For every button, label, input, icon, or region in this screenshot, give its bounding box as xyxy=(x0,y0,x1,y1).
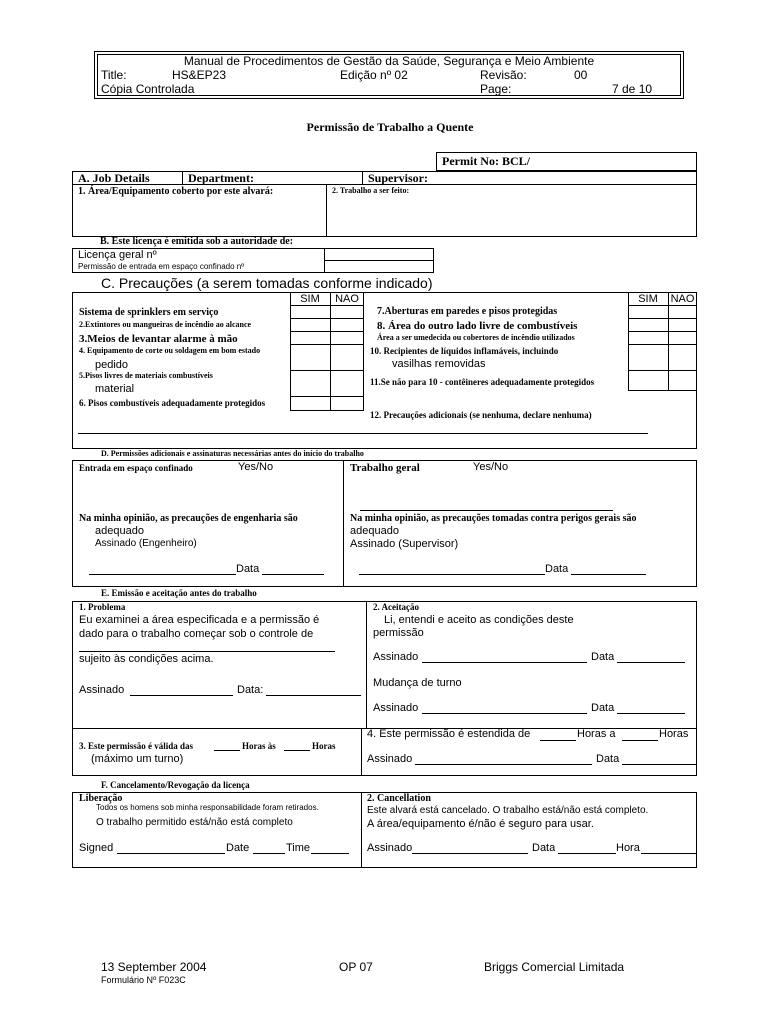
general-adequate: adequado xyxy=(350,525,399,537)
controller-line[interactable] xyxy=(79,651,335,652)
acceptance-date-line[interactable] xyxy=(617,662,685,663)
title-label: Title: xyxy=(101,68,127,82)
release-line2: O trabalho permitido está/não está completo xyxy=(96,817,293,828)
left-sim-header: SIM xyxy=(300,293,320,305)
problem-heading: 1. Problema xyxy=(79,602,126,612)
revision-value: 00 xyxy=(574,68,588,82)
form-title: Permissão de Trabalho a Quente xyxy=(306,120,474,134)
shift-date-line[interactable] xyxy=(617,713,685,714)
engineer-signed: Assinado (Engenheiro) xyxy=(95,538,197,549)
extension-to-line[interactable] xyxy=(622,740,658,741)
area-equipment-field[interactable]: 1. Área/Equipamento coberto por este alvará: xyxy=(78,186,274,197)
release-date-label: Date xyxy=(226,842,250,854)
shift-change-label: Mudança de turno xyxy=(373,677,462,689)
problem-line3: sujeito às condições acima. xyxy=(79,653,214,665)
extension-from-line[interactable] xyxy=(540,740,576,741)
page-label: Page: xyxy=(480,82,512,96)
engineer-signature-line[interactable] xyxy=(89,574,236,575)
precaution-item: pedido xyxy=(95,359,129,371)
cancellation-line1: Este alvará está cancelado. O trabalho está/não está completo. xyxy=(367,805,649,816)
precaution-item: 4. Equipamento de corte ou soldagem em bom estado xyxy=(79,346,261,355)
general-work-heading: Trabalho geral xyxy=(350,462,420,474)
acceptance-line1: Li, entendi e aceito as condições deste xyxy=(384,614,574,626)
engineering-opinion: Na minha opinião, as precauções de engenharia são xyxy=(79,513,298,524)
supervisor-date-line[interactable] xyxy=(571,574,646,575)
section-c-title: C. Precauções (a serem tomadas conforme indicado) xyxy=(101,275,433,291)
manual-title: Manual de Procedimentos de Gestão da Saúde, Segurança e Meio Ambiente xyxy=(183,54,595,68)
supervisor-signature-line[interactable] xyxy=(359,574,545,575)
problem-signed-label: Assinado xyxy=(79,684,125,696)
problem-date-label: Data: xyxy=(237,684,264,696)
permit-no[interactable]: Permit No: BCL/ xyxy=(442,154,530,168)
footer-op: OP 07 xyxy=(339,960,373,974)
shift-date-label: Data xyxy=(591,702,615,714)
supervisor-signed: Assinado (Supervisor) xyxy=(350,538,459,550)
problem-line2: dado para o trabalho começar sob o controle de xyxy=(79,628,314,640)
shift-signed-label: Assinado xyxy=(373,702,419,714)
release-date-line[interactable] xyxy=(253,853,285,854)
supervisor-date-label: Data xyxy=(545,563,569,575)
job-details: A. Job Details xyxy=(78,171,150,185)
release-time-label: Time xyxy=(286,842,311,854)
precaution-item: 7.Aberturas em paredes e pisos protegidas xyxy=(377,306,558,317)
release-time-line[interactable] xyxy=(311,853,349,854)
right-nao-header: NAO xyxy=(670,293,695,305)
cancellation-signed-label: Assinado xyxy=(367,842,413,854)
release-line1: Todos os homens sob minha responsabilidade foram retirados. xyxy=(96,803,319,812)
confined-entry-field[interactable]: Permissão de entrada em espaço confinado nº xyxy=(78,262,245,271)
validity-text-c: Horas xyxy=(312,741,336,751)
engineering-adequate: adequado xyxy=(95,525,144,537)
precaution-item: 12. Precauções adicionais (se nenhuma, declare nenhuma) xyxy=(370,410,592,420)
right-check-grid xyxy=(628,292,697,391)
general-work-yes-no[interactable]: Yes/No xyxy=(473,461,509,473)
precaution-item: 8. Área do outro lado livre de combustíveis xyxy=(377,320,578,332)
supervisor-field[interactable]: Supervisor: xyxy=(368,171,428,185)
cancellation-heading: 2. Cancellation xyxy=(367,793,431,804)
section-e-title: E. Emissão e aceitação antes do trabalho xyxy=(101,588,257,598)
extension-text-a: 4. Este permissão é estendida de xyxy=(367,728,531,740)
cancellation-date-line[interactable] xyxy=(558,853,616,854)
cancellation-signature-line[interactable] xyxy=(412,853,528,854)
acceptance-signed-label: Assinado xyxy=(373,651,419,663)
extension-signature-line[interactable] xyxy=(415,764,592,765)
validity-text-a: 3. Este permissão é válida das xyxy=(79,741,194,751)
acceptance-heading: 2. Aceitação xyxy=(373,602,419,612)
problem-signature-line[interactable] xyxy=(130,695,233,696)
work-to-be-done-field[interactable]: 2. Trabalho a ser feito: xyxy=(332,186,410,195)
release-signature-line[interactable] xyxy=(117,853,225,854)
confined-entry-heading: Entrada em espaço confinado xyxy=(79,463,193,473)
revision-label: Revisão: xyxy=(480,68,527,82)
precaution-item: vasilhas removidas xyxy=(392,358,486,370)
cancellation-time-label: Hora xyxy=(616,842,640,854)
precaution-item: 2.Extintores ou mangueiras de incêndio ao alcance xyxy=(79,320,252,329)
precaution-item: Sistema de sprinklers em serviço xyxy=(79,307,219,318)
release-heading: Liberação xyxy=(79,793,123,804)
precaution-item: 11.Se não para 10 - contêineres adequadamente protegidos xyxy=(370,377,595,387)
release-signed-label: Signed xyxy=(79,842,114,854)
edition: Edição nº 02 xyxy=(340,68,408,82)
section-b-title: B. Este licença é emitida sob a autoridade de: xyxy=(100,236,294,247)
confined-entry-yes-no[interactable]: Yes/No xyxy=(238,461,274,473)
acceptance-line2: permissão xyxy=(373,627,424,639)
precaution-item: 10. Recipientes de líquidos inflamáveis, incluindo xyxy=(370,346,559,356)
engineer-date-label: Data xyxy=(236,563,260,575)
footer-company: Briggs Comercial Limitada xyxy=(484,960,625,974)
extension-signed-label: Assinado xyxy=(367,753,413,765)
validity-text-b: Horas às xyxy=(242,741,276,751)
precaution-item: Área a ser umedecida ou cobertores de incêndio utilizados xyxy=(377,333,575,342)
footer-form-no: Formulário Nº F023C xyxy=(101,975,186,985)
page-value: 7 de 10 xyxy=(612,82,653,96)
footer-date: 13 September 2004 xyxy=(101,960,207,974)
cancellation-date-label: Data xyxy=(532,842,556,854)
cancellation-time-line[interactable] xyxy=(641,853,697,854)
validity-max: (máximo um turno) xyxy=(91,753,184,765)
acceptance-date-label: Data xyxy=(591,651,615,663)
shift-signature-line[interactable] xyxy=(422,713,587,714)
extension-date-line[interactable] xyxy=(622,764,696,765)
validity-to-line[interactable] xyxy=(284,750,310,751)
validity-from-line[interactable] xyxy=(214,750,240,751)
engineer-date-line[interactable] xyxy=(262,574,324,575)
right-sim-header: SIM xyxy=(638,293,658,305)
precaution-item: 6. Pisos combustíveis adequadamente protegidos xyxy=(79,398,266,408)
copy-label: Cópia Controlada xyxy=(101,82,195,96)
left-nao-header: NAO xyxy=(335,293,359,305)
left-check-cell[interactable] xyxy=(290,305,330,318)
problem-line1: Eu examinei a área especificada e a permissão é xyxy=(79,614,320,626)
extension-text-b: Horas a xyxy=(577,728,616,740)
general-work-line[interactable] xyxy=(360,510,613,511)
section-d-title: D. Permissões adicionais e assinaturas necessárias antes do início do trabalho xyxy=(101,449,364,458)
department-field[interactable]: Department: xyxy=(188,171,254,185)
additional-precautions-line[interactable] xyxy=(78,433,648,434)
general-opinion: Na minha opinião, as precauções tomadas contra perigos gerais são xyxy=(350,513,637,524)
problem-date-line[interactable] xyxy=(266,695,361,696)
precaution-item: 5.Pisos livres de materiais combustíveis xyxy=(79,371,213,380)
acceptance-signature-line[interactable] xyxy=(422,662,587,663)
section-f-title: F. Cancelamento/Revogação da licença xyxy=(101,780,250,790)
precaution-item: material xyxy=(95,383,135,395)
cancellation-line2: A área/equipamento é/não é seguro para usar. xyxy=(367,818,594,830)
precaution-item: 3.Meios de levantar alarme à mão xyxy=(79,333,238,345)
extension-text-c: Horas xyxy=(659,728,689,740)
title-value: HS&EP23 xyxy=(172,68,227,82)
general-license-field[interactable]: Licença geral nº xyxy=(78,249,157,261)
extension-date-label: Data xyxy=(596,753,620,765)
